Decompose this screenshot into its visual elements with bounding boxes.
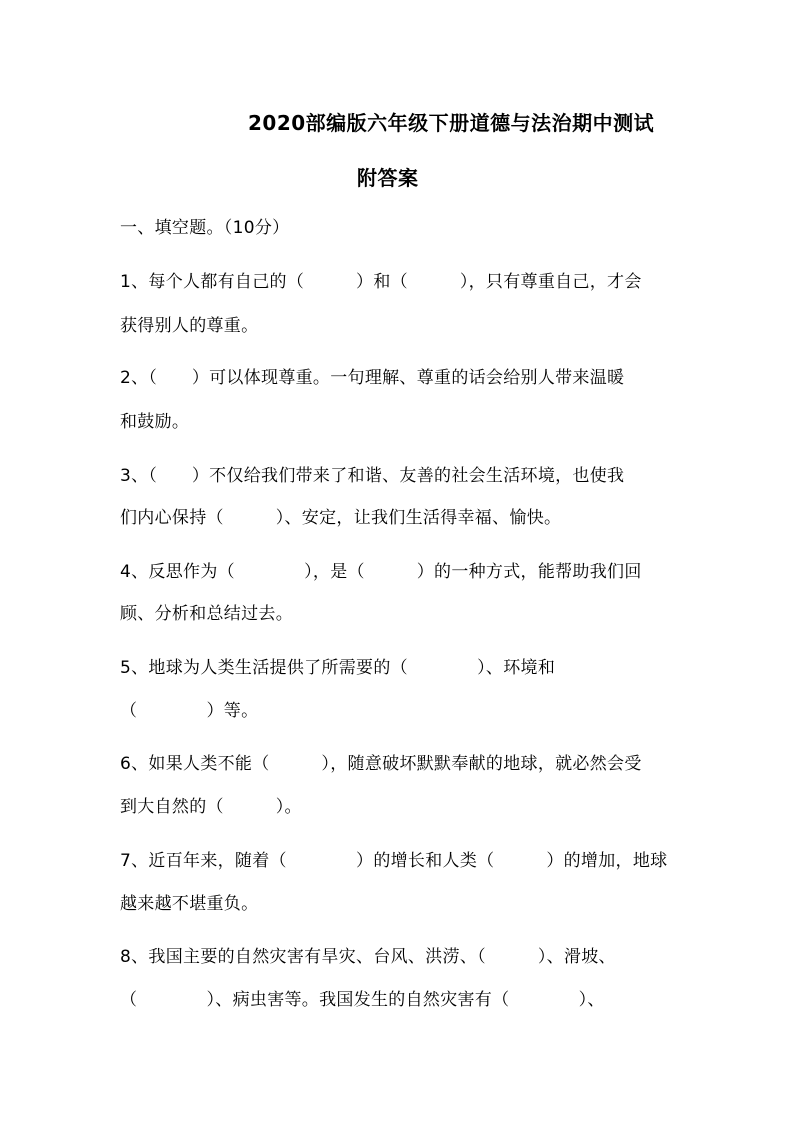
question-line: 4、反思作为（ ），是（ ）的一种方式，能帮助我们回 xyxy=(120,562,642,582)
question-line: 顾、分析和总结过去。 xyxy=(120,604,293,624)
question-line: （ ）、病虫害等。我国发生的自然灾害有（ ）、 xyxy=(120,990,605,1010)
question-line: 8、我国主要的自然灾害有旱灾、台风、洪涝、（ ）、滑坡、 xyxy=(120,947,616,967)
question-line: 获得别人的尊重。 xyxy=(120,316,259,336)
question-line: 7、近百年来，随着（ ）的增长和人类（ ）的增加，地球 xyxy=(120,851,668,871)
question-line: 2、（ ）可以体现尊重。一句理解、尊重的话会给别人带来温暖 xyxy=(120,368,625,388)
question-line: 和鼓励。 xyxy=(120,412,190,432)
question-line: 5、地球为人类生活提供了所需要的（ ）、环境和 xyxy=(120,658,556,678)
question-line: 越来越不堪重负。 xyxy=(120,894,259,914)
question-line: 1、每个人都有自己的（ ）和（ ），只有尊重自己，才会 xyxy=(120,272,642,292)
section-heading: 一、填空题。（10分） xyxy=(120,218,290,238)
question-line: 们内心保持（ ）、安定，让我们生活得幸福、愉快。 xyxy=(120,508,562,528)
question-line: （ ）等。 xyxy=(120,701,259,721)
document-subtitle: 附答案 xyxy=(357,166,419,190)
question-line: 3、（ ）不仅给我们带来了和谐、友善的社会生活环境，也使我 xyxy=(120,466,625,486)
document-title: 2020部编版六年级下册道德与法治期中测试 xyxy=(248,111,655,135)
question-line: 到大自然的（ ）。 xyxy=(120,797,302,817)
question-line: 6、如果人类不能（ ），随意破坏默默奉献的地球，就必然会受 xyxy=(120,754,642,774)
